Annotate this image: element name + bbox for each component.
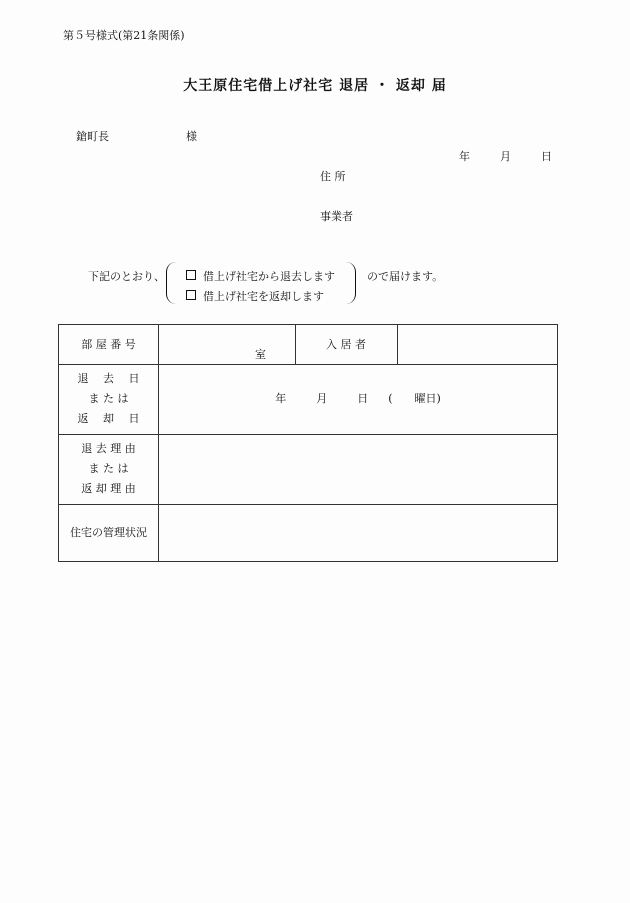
date-day: 日: [541, 150, 552, 163]
field-day: 日: [357, 392, 369, 405]
option-return[interactable]: [186, 288, 324, 304]
checkbox-moveout[interactable]: [186, 270, 196, 280]
option-moveout[interactable]: [186, 268, 335, 284]
form-table: [58, 324, 558, 562]
management-status-field[interactable]: [159, 507, 557, 559]
resident-value-divider: [397, 325, 398, 364]
document-title: 大王原住宅借上げ社宅 退居 ・ 返却 届: [183, 78, 447, 94]
field-month: 月: [316, 392, 328, 405]
submission-date: [459, 148, 552, 164]
right-bracket: [345, 262, 356, 304]
row-divider: [59, 364, 557, 365]
address-label: 住 所: [320, 170, 346, 183]
option-return-label: 借上げ社宅を返却します: [203, 290, 324, 303]
room-number-label: 部 屋 番 号: [81, 338, 136, 351]
reason-label: 退 去 理 由 ま た は 返 却 理 由: [81, 442, 136, 495]
moveout-date-field[interactable]: [159, 389, 557, 409]
company-label: 事業者: [320, 210, 353, 223]
management-status-label: 住宅の管理状況: [70, 526, 147, 539]
field-year: 年: [275, 392, 287, 405]
row-divider: [59, 504, 557, 505]
form-number: 第５号様式(第21条関係): [63, 29, 185, 42]
addressee-honorific: 様: [186, 130, 197, 143]
field-weekday-open: (: [388, 392, 393, 405]
checkbox-return[interactable]: [186, 290, 196, 300]
resident-field[interactable]: [399, 333, 557, 357]
reason-field[interactable]: [159, 437, 557, 501]
date-year: 年: [459, 150, 470, 163]
room-unit: 室: [255, 348, 266, 361]
row-divider: [59, 434, 557, 435]
statement-lead: 下記のとおり、: [88, 270, 165, 283]
date-month: 月: [500, 150, 511, 163]
field-weekday: 曜日): [414, 392, 441, 405]
resident-label: 入 居 者: [326, 338, 366, 351]
addressee-mayor: 鎗町長: [76, 130, 109, 143]
moveout-date-label: 退 去 日 ま た は 返 却 日: [77, 372, 140, 425]
statement-tail: ので届けます。: [367, 270, 444, 283]
option-moveout-label: 借上げ社宅から退去します: [203, 270, 335, 283]
left-bracket: [166, 262, 177, 304]
